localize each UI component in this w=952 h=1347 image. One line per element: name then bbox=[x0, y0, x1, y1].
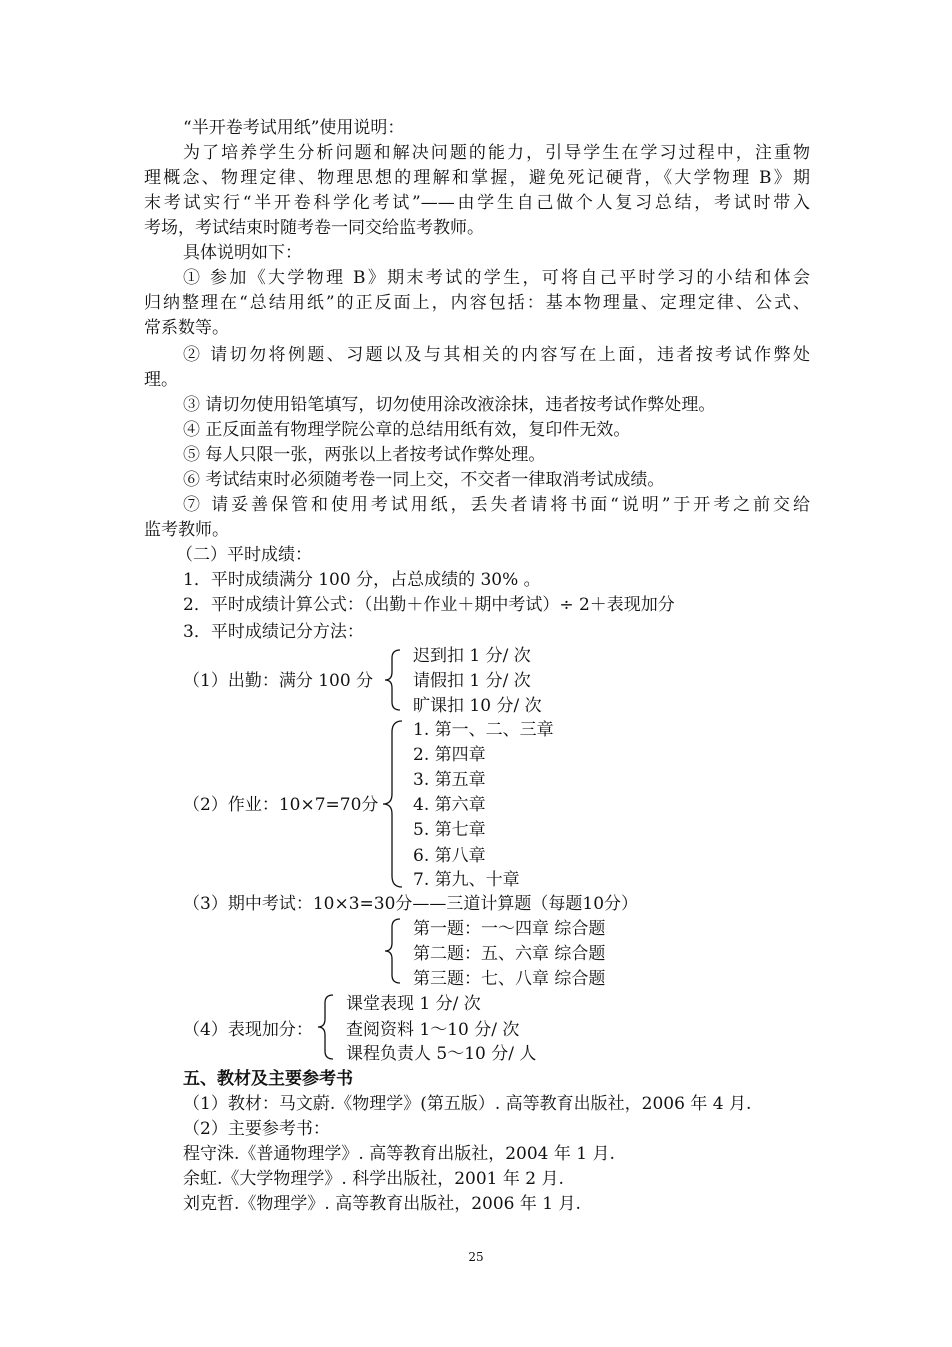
detail-heading: 具体说明如下： bbox=[183, 243, 302, 263]
grades-item: 2．平时成绩计算公式：（出勤＋作业＋期中考试）÷ 2＋表现加分 bbox=[183, 595, 675, 615]
paragraph-line: 理概念、物理定律、物理思想的理解和掌握，避免死记硬背，《大学物理 B》期 bbox=[144, 168, 810, 188]
midterm-item: 第二题：五、六章 综合题 bbox=[413, 944, 606, 964]
midterm-item: 第一题：一～四章 综合题 bbox=[413, 919, 606, 939]
rule-line: ② 请切勿将例题、习题以及与其相关的内容写在上面，违者按考试作弊处 bbox=[183, 345, 810, 365]
reference-item: 余虹.《大学物理学》. 科学出版社，2001 年 2 月. bbox=[183, 1169, 564, 1189]
midterm-brace bbox=[382, 917, 406, 985]
rule-line: ⑦ 请妥善保管和使用考试用纸，丢失者请将书面“说明”于开考之前交给 bbox=[183, 495, 810, 515]
reference-item: 程守洙.《普通物理学》. 高等教育出版社，2004 年 1 月. bbox=[183, 1144, 615, 1164]
homework-item: 3. 第五章 bbox=[413, 770, 486, 790]
rule-line: 归纳整理在“总结用纸”的正反面上，内容包括：基本物理量、定理定律、公式、 bbox=[144, 293, 810, 313]
paragraph-line: 末考试实行“半开卷科学化考试”——由学生自己做个人复习总结，考试时带入 bbox=[144, 193, 810, 213]
attendance-item: 请假扣 1 分/ 次 bbox=[413, 671, 531, 691]
attendance-label: （1）出勤：满分 100 分 bbox=[183, 671, 374, 691]
bonus-item: 课程负责人 5～10 分/ 人 bbox=[346, 1044, 537, 1064]
rule-line: ③ 请切勿使用铅笔填写，切勿使用涂改液涂抹，违者按考试作弊处理。 bbox=[183, 395, 716, 415]
homework-brace bbox=[380, 718, 406, 890]
rule-line: ⑤ 每人只限一张，两张以上者按考试作弊处理。 bbox=[183, 445, 546, 465]
rule-line: ④ 正反面盖有物理学院公章的总结用纸有效，复印件无效。 bbox=[183, 420, 631, 440]
homework-item: 7. 第九、十章 bbox=[413, 870, 520, 890]
textbook-line: （1）教材：马文蔚.《物理学》(第五版）. 高等教育出版社，2006 年 4 月. bbox=[183, 1094, 752, 1114]
bonus-label: （4）表现加分： bbox=[183, 1020, 313, 1040]
rule-line: ⑥ 考试结束时必须随考卷一同上交，不交者一律取消考试成绩。 bbox=[183, 470, 665, 490]
references-heading: 五、教材及主要参考书 bbox=[183, 1069, 353, 1089]
grades-item: 3．平时成绩记分方法： bbox=[183, 622, 364, 642]
rule-line: ① 参加《大学物理 B》期末考试的学生，可将自己平时学习的小结和体会 bbox=[183, 268, 810, 288]
midterm-item: 第三题：七、八章 综合题 bbox=[413, 969, 606, 989]
page-number: 25 bbox=[468, 1250, 484, 1264]
section-title: “半开卷考试用纸”使用说明： bbox=[183, 118, 405, 138]
paragraph-line: 为了培养学生分析问题和解决问题的能力，引导学生在学习过程中，注重物 bbox=[183, 143, 810, 163]
bonus-item: 课堂表现 1 分/ 次 bbox=[346, 994, 481, 1014]
paragraph-line: 考场，考试结束时随考卷一同交给监考教师。 bbox=[144, 218, 484, 238]
grades-heading: （二）平时成绩： bbox=[176, 545, 312, 565]
refs-heading: （2）主要参考书： bbox=[183, 1119, 330, 1139]
attendance-item: 旷课扣 10 分/ 次 bbox=[413, 696, 542, 716]
attendance-item: 迟到扣 1 分/ 次 bbox=[413, 646, 531, 666]
rule-line: 理。 bbox=[144, 370, 178, 390]
homework-item: 1. 第一、二、三章 bbox=[413, 720, 554, 740]
homework-item: 6. 第八章 bbox=[413, 846, 486, 866]
homework-item: 4. 第六章 bbox=[413, 795, 486, 815]
bonus-brace bbox=[315, 993, 339, 1061]
homework-item: 5. 第七章 bbox=[413, 820, 486, 840]
attendance-brace bbox=[382, 648, 406, 712]
midterm-label: （3）期中考试：10×3=30分——三道计算题（每题10分） bbox=[183, 894, 639, 914]
rule-line: 监考教师。 bbox=[144, 520, 229, 540]
grades-item: 1．平时成绩满分 100 分，占总成绩的 30% 。 bbox=[183, 570, 541, 590]
homework-item: 2. 第四章 bbox=[413, 745, 486, 765]
bonus-item: 查阅资料 1～10 分/ 次 bbox=[346, 1020, 520, 1040]
homework-label: （2）作业：10×7=70分 bbox=[183, 795, 379, 815]
reference-item: 刘克哲.《物理学》. 高等教育出版社，2006 年 1 月. bbox=[183, 1194, 581, 1214]
rule-line: 常系数等。 bbox=[144, 318, 229, 338]
